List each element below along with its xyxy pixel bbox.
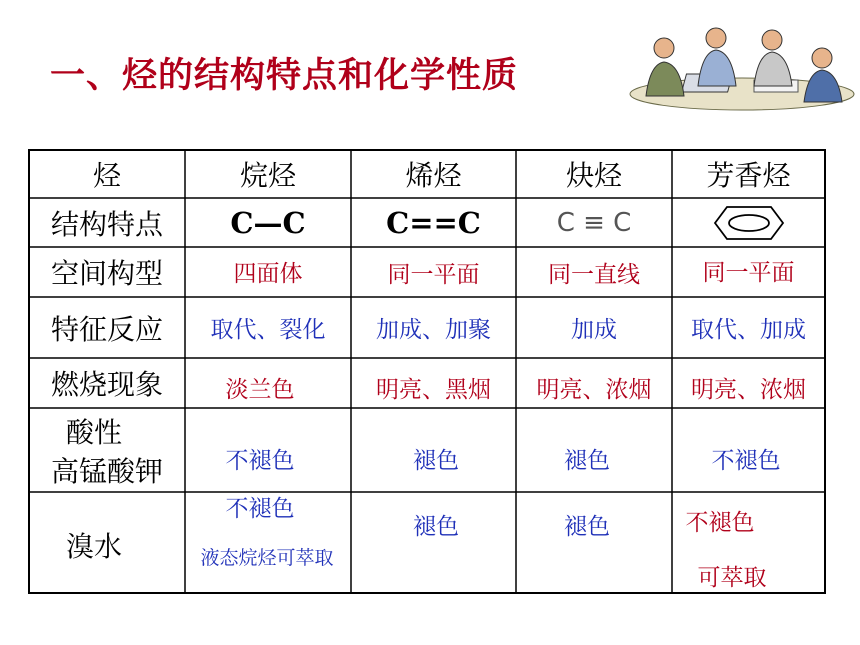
row-label-combustion: 燃烧现象 <box>50 368 163 401</box>
alkyne-shape: 同一直线 <box>548 261 640 288</box>
aromatic-bromine: 不褪色 <box>685 509 755 536</box>
alkene-combustion: 明亮、黑烟 <box>376 376 491 403</box>
alkane-kmno4: 不褪色 <box>225 447 295 474</box>
header-aromatic: 芳香烃 <box>706 159 791 192</box>
alkane-combustion: 淡兰色 <box>225 376 295 403</box>
aromatic-kmno4: 不褪色 <box>711 447 781 474</box>
header-alkene: 烯烃 <box>405 159 462 192</box>
aromatic-shape: 同一平面 <box>702 259 795 286</box>
alkane-shape: 四面体 <box>233 260 303 287</box>
alkane-reaction: 取代、裂化 <box>210 317 326 343</box>
benzene-ring-icon <box>701 203 797 243</box>
row-label-kmno4-line1: 酸性 <box>65 416 122 449</box>
alkane-bromine-note: 液态烷烃可萃取 <box>200 546 334 569</box>
row-label-reaction: 特征反应 <box>50 312 163 346</box>
alkyne-reaction: 加成 <box>571 317 617 343</box>
row-label-bromine: 溴水 <box>65 530 122 563</box>
aromatic-reaction: 取代、加成 <box>691 317 806 343</box>
alkene-bond: C==C <box>386 205 481 240</box>
alkyne-kmno4: 褪色 <box>564 447 610 474</box>
alkyne-bond: C ≡ C <box>556 207 632 238</box>
alkene-shape: 同一平面 <box>387 261 480 288</box>
alkene-reaction: 加成、加聚 <box>376 317 491 343</box>
header-alkane: 烷烃 <box>239 159 296 192</box>
row-label-structure: 结构特点 <box>50 207 163 241</box>
alkane-bond: C—C <box>230 205 306 240</box>
alkyne-bromine: 褪色 <box>564 513 610 540</box>
page-title: 一、烃的结构特点和化学性质 <box>50 56 519 96</box>
aromatic-structure <box>672 198 825 247</box>
header-alkyne: 炔烃 <box>565 159 622 192</box>
alkyne-combustion: 明亮、浓烟 <box>536 376 652 403</box>
alkane-bromine: 不褪色 <box>225 495 295 522</box>
row-label-shape: 空间构型 <box>50 257 163 290</box>
aromatic-combustion: 明亮、浓烟 <box>691 376 806 403</box>
alkene-bromine: 褪色 <box>413 513 459 540</box>
header-hydrocarbon: 烃 <box>92 159 121 192</box>
row-label-kmno4-line2: 高锰酸钾 <box>50 455 163 488</box>
alkene-kmno4: 褪色 <box>413 447 459 474</box>
aromatic-bromine-note: 可萃取 <box>697 564 767 591</box>
